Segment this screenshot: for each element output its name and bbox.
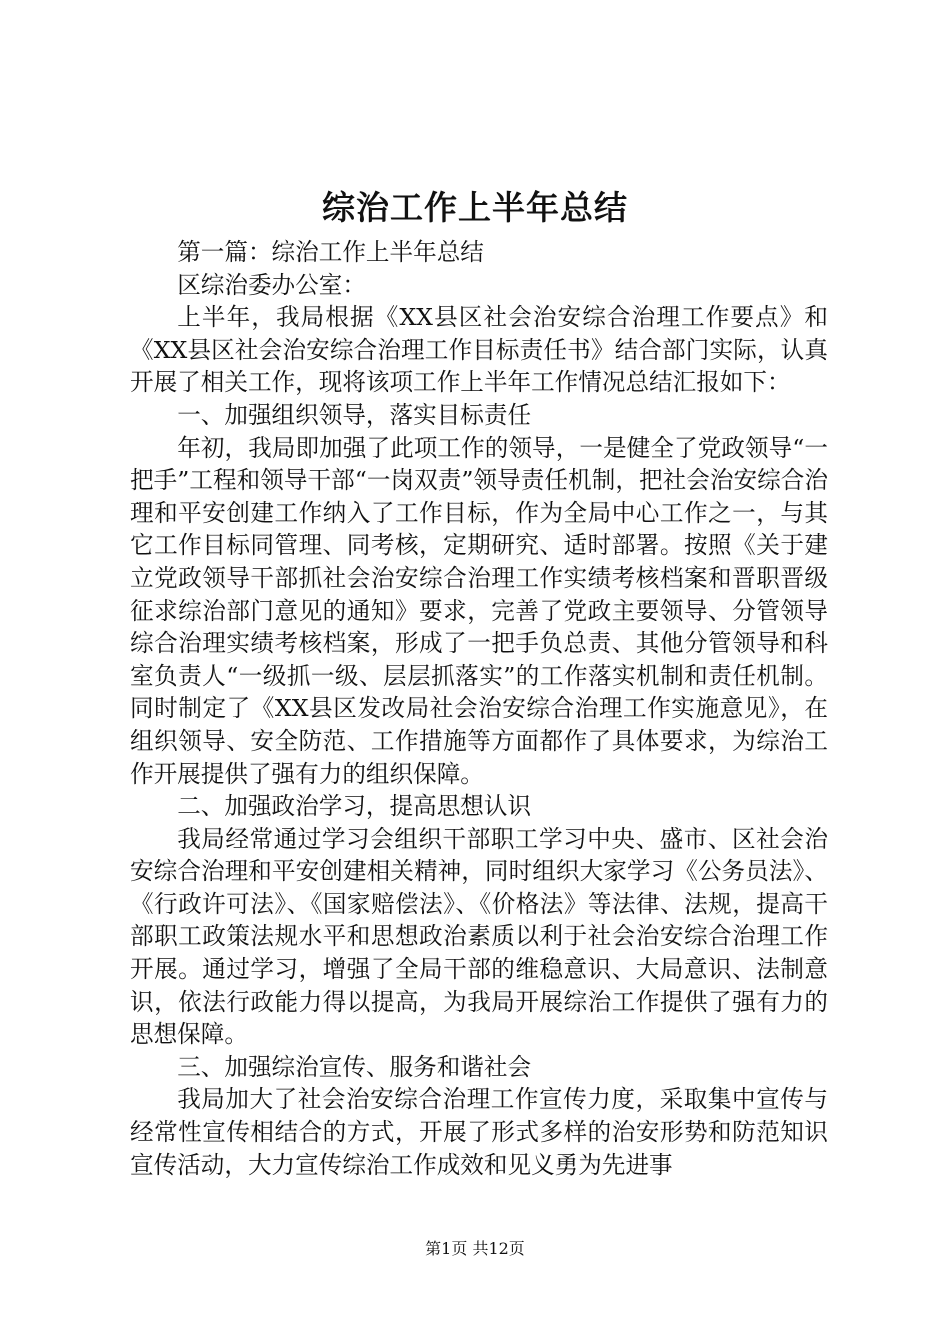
- document-title: 综治工作上半年总结: [322, 188, 628, 227]
- paragraph-addressee: 区综治委办公室：: [177, 270, 366, 299]
- paragraph-intro: 上半年，我局根据《XX县区社会治安综合治理工作要点》和《XX县区社会治安综合治理工作目标责任书》结合部门实际，认真开展了相关工作，现将该项工作上半年工作情况总结汇报如下：: [130, 303, 828, 397]
- section-heading-3: 三、加强综治宣传、服务和谐社会: [177, 1052, 532, 1081]
- paragraph-article-heading: 第一篇：综治工作上半年总结: [177, 238, 484, 266]
- paragraph-section-3: 我局加大了社会治安综合治理工作宣传力度，采取集中宣传与经常性宣传相结合的方式，开展了形式多样的治安形势和防范知识宣传活动，大力宣传综治工作成效和见义勇为先进事: [130, 1085, 828, 1179]
- document-body: [130, 236, 828, 1181]
- paragraph-section-2: 我局经常通过学习会组织干部职工学习中央、盛市、区社会治安综合治理和平安创建相关精神，同时组织大家学习《公务员法》、《行政许可法》、《国家赔偿法》、《价格法》等法律、法规，提高干部职工政策法规水平和思想政治素质以利于社会治安综合治理工作开展。通过学习，增强了全局干部的维稳意识、大局意识、法制意识，依法行政能力得以提高，为我局开展综治工作提供了强有力的思想保障。: [130, 824, 828, 1049]
- section-heading-2: 二、加强政治学习，提高思想认识: [177, 792, 532, 821]
- section-heading-1: 一、加强组织领导，落实目标责任: [177, 400, 532, 429]
- page-footer: 第1页 共12页: [425, 1239, 525, 1258]
- paragraph-section-1: 年初，我局即加强了此项工作的领导，一是健全了党政领导“一把手”工程和领导干部“一岗双责”领导责任机制，把社会治安综合治理和平安创建工作纳入了工作目标，作为全局中心工作之一，与其它工作目标同管理、同考核，定期研究、适时部署。按照《关于建立党政领导干部抓社会治安综合治理工作实绩考核档案和晋职晋级征求综治部门意见的通知》要求，完善了党政主要领导、分管领导综合治理实绩考核档案，形成了一把手负总责、其他分管领导和科室负责人“一级抓一级、层层抓落实”的工作落实机制和责任机制。同时制定了《XX县区发改局社会治安综合治理工作实施意见》，在组织领导、安全防范、工作措施等方面都作了具体要求，为综治工作开展提供了强有力的组织保障。: [130, 433, 828, 788]
